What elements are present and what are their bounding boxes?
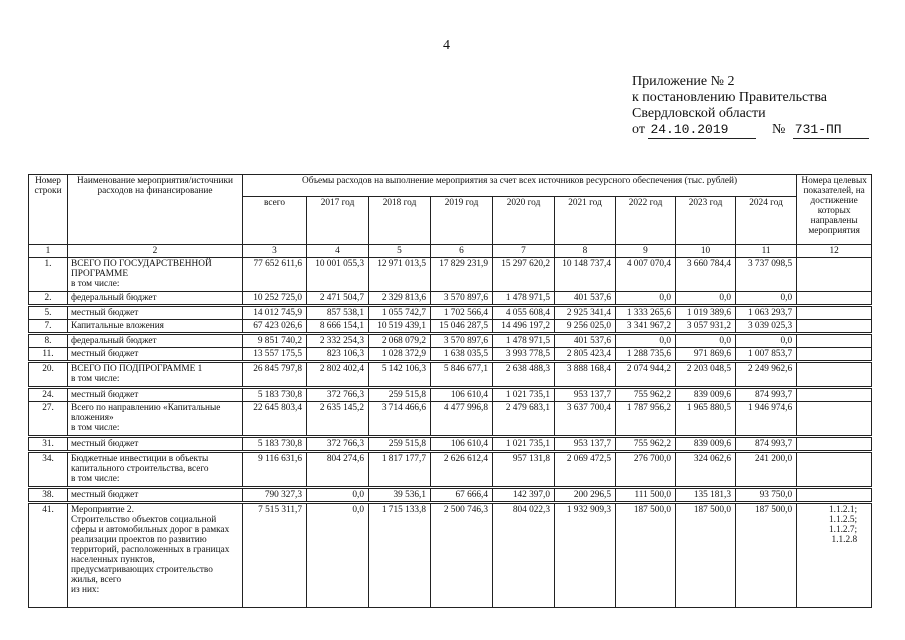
row-value: 0,0: [736, 335, 797, 348]
page-number: 4: [443, 38, 450, 53]
row-value: 755 962,2: [616, 389, 676, 402]
row-value: 401 537,6: [555, 292, 616, 305]
row-value: 93 750,0: [736, 489, 797, 502]
table-body: [29, 258, 872, 608]
table-row: [29, 363, 872, 387]
row-targets: [797, 307, 872, 320]
row-value: 15 297 620,2: [493, 258, 555, 292]
row-value: 187 500,0: [676, 504, 736, 608]
row-value: 372 766,3: [307, 438, 369, 451]
row-name: ВСЕГО ПО ГОСУДАРСТВЕННОЙ ПРОГРАММЕ в том числе:: [68, 258, 243, 292]
row-value: 9 116 631,6: [243, 453, 307, 487]
row-name: местный бюджет: [68, 438, 243, 451]
row-value: 1 702 566,4: [431, 307, 493, 320]
row-value: 8 666 154,1: [307, 320, 369, 333]
row-value: 2 925 341,4: [555, 307, 616, 320]
row-value: 2 249 962,6: [736, 363, 797, 387]
column-number: 8: [555, 245, 616, 258]
row-value: 15 046 287,5: [431, 320, 493, 333]
row-number: 5.: [29, 307, 68, 320]
row-value: 2 471 504,7: [307, 292, 369, 305]
row-value: 1 715 133,8: [369, 504, 431, 608]
row-value: 1 007 853,7: [736, 348, 797, 361]
row-value: 3 341 967,2: [616, 320, 676, 333]
column-number: 7: [493, 245, 555, 258]
row-value: 0,0: [676, 292, 736, 305]
table-row: [29, 504, 872, 608]
header-row-no: Номер строки: [29, 175, 68, 245]
row-number: 20.: [29, 363, 68, 387]
row-value: 200 296,5: [555, 489, 616, 502]
table-row: [29, 292, 872, 305]
row-value: 1 028 372,9: [369, 348, 431, 361]
row-value: 67 423 026,6: [243, 320, 307, 333]
row-number: 27.: [29, 402, 68, 436]
row-value: 1 055 742,7: [369, 307, 431, 320]
row-value: 241 200,0: [736, 453, 797, 487]
header-year: 2017 год: [307, 197, 369, 245]
row-number: 1.: [29, 258, 68, 292]
row-value: 1 932 909,3: [555, 504, 616, 608]
row-value: 4 007 070,4: [616, 258, 676, 292]
column-number: 4: [307, 245, 369, 258]
column-number: 11: [736, 245, 797, 258]
row-value: 804 274,6: [307, 453, 369, 487]
row-name: Мероприятие 2. Строительство объектов социальной сферы и автомобильных дорог в рамках реализации проектов по развитию территорий, расположенных в границах населенных пунктов, предусматривающих строительство жилья, всего из них:: [68, 504, 243, 608]
row-value: 9 851 740,2: [243, 335, 307, 348]
table-header: [29, 175, 872, 258]
row-targets: [797, 489, 872, 502]
row-targets: [797, 292, 872, 305]
table-row: [29, 320, 872, 333]
row-value: 3 039 025,3: [736, 320, 797, 333]
row-value: 1 021 735,1: [493, 389, 555, 402]
row-value: 839 009,6: [676, 438, 736, 451]
appendix-date-line: [632, 122, 869, 139]
row-value: 2 635 145,2: [307, 402, 369, 436]
header-year: всего: [243, 197, 307, 245]
row-value: 10 148 737,4: [555, 258, 616, 292]
row-value: 0,0: [616, 292, 676, 305]
column-number: 3: [243, 245, 307, 258]
row-value: 0,0: [307, 489, 369, 502]
row-value: 953 137,7: [555, 389, 616, 402]
row-value: 2 479 683,1: [493, 402, 555, 436]
table-row: [29, 402, 872, 436]
appendix-header: [632, 74, 869, 139]
row-targets: [797, 389, 872, 402]
header-targets: Номера целевых показателей, на достижение которых направлены мероприятия: [797, 175, 872, 245]
row-number: 7.: [29, 320, 68, 333]
row-value: 3 993 778,5: [493, 348, 555, 361]
row-targets: [797, 438, 872, 451]
row-value: 1 817 177,7: [369, 453, 431, 487]
appendix-decree: к постановлению Правительства: [632, 90, 828, 105]
row-value: 857 538,1: [307, 307, 369, 320]
row-value: 67 666,4: [431, 489, 493, 502]
row-value: 1 019 389,6: [676, 307, 736, 320]
row-number: 41.: [29, 504, 68, 608]
table-row: [29, 335, 872, 348]
row-value: 26 845 797,8: [243, 363, 307, 387]
row-value: 839 009,6: [676, 389, 736, 402]
header-year: 2023 год: [676, 197, 736, 245]
row-name: местный бюджет: [68, 389, 243, 402]
row-value: 12 971 013,5: [369, 258, 431, 292]
header-name: Наименование мероприятия/источники расходов на финансирование: [68, 175, 243, 245]
row-name: Капитальные вложения: [68, 320, 243, 333]
row-value: 3 570 897,6: [431, 335, 493, 348]
row-value: 1 063 293,7: [736, 307, 797, 320]
row-number: 11.: [29, 348, 68, 361]
row-value: 4 477 996,8: [431, 402, 493, 436]
row-value: 276 700,0: [616, 453, 676, 487]
table-row: [29, 348, 872, 361]
row-value: 135 181,3: [676, 489, 736, 502]
row-name: Бюджетные инвестиции в объекты капитального строительства, всего в том числе:: [68, 453, 243, 487]
row-value: 823 106,3: [307, 348, 369, 361]
column-number: 2: [68, 245, 243, 258]
row-value: 106 610,4: [431, 438, 493, 451]
row-value: 17 829 231,9: [431, 258, 493, 292]
column-number: 6: [431, 245, 493, 258]
row-name: федеральный бюджет: [68, 292, 243, 305]
row-targets: [797, 453, 872, 487]
column-number: 1: [29, 245, 68, 258]
row-value: 14 496 197,2: [493, 320, 555, 333]
row-value: 10 001 055,3: [307, 258, 369, 292]
row-value: 10 252 725,0: [243, 292, 307, 305]
row-value: 3 637 700,4: [555, 402, 616, 436]
row-value: 2 626 612,4: [431, 453, 493, 487]
header-year: 2022 год: [616, 197, 676, 245]
row-value: 259 515,8: [369, 389, 431, 402]
row-value: 2 203 048,5: [676, 363, 736, 387]
row-value: 3 570 897,6: [431, 292, 493, 305]
column-numbers-row: [29, 245, 872, 258]
row-value: 5 846 677,1: [431, 363, 493, 387]
row-value: 106 610,4: [431, 389, 493, 402]
column-number: 10: [676, 245, 736, 258]
row-targets: [797, 363, 872, 387]
header-year: 2018 год: [369, 197, 431, 245]
row-value: 2 500 746,3: [431, 504, 493, 608]
row-value: 1 787 956,2: [616, 402, 676, 436]
row-value: 2 068 079,2: [369, 335, 431, 348]
row-value: 2 332 254,3: [307, 335, 369, 348]
row-value: 5 183 730,8: [243, 438, 307, 451]
row-targets: [797, 258, 872, 292]
header-volumes: Объемы расходов на выполнение мероприятия за счет всех источников ресурсного обеспечения (тыс. рублей): [243, 175, 797, 197]
row-value: 2 329 813,6: [369, 292, 431, 305]
appendix-title: Приложение № 2: [632, 74, 735, 89]
row-number: 2.: [29, 292, 68, 305]
row-value: 5 183 730,8: [243, 389, 307, 402]
row-value: 755 962,2: [616, 438, 676, 451]
table-row: [29, 453, 872, 487]
row-value: 324 062,6: [676, 453, 736, 487]
header-year: 2021 год: [555, 197, 616, 245]
row-targets: [797, 402, 872, 436]
row-value: 1 478 971,5: [493, 335, 555, 348]
decree-date: 24.10.2019: [648, 122, 756, 139]
row-value: 9 256 025,0: [555, 320, 616, 333]
table-row: [29, 307, 872, 320]
header-year: 2019 год: [431, 197, 493, 245]
row-value: 2 802 402,4: [307, 363, 369, 387]
column-number: 5: [369, 245, 431, 258]
row-value: 1 965 880,5: [676, 402, 736, 436]
row-value: 10 519 439,1: [369, 320, 431, 333]
row-value: 1 333 265,6: [616, 307, 676, 320]
row-name: ВСЕГО ПО ПОДПРОГРАММЕ 1 в том числе:: [68, 363, 243, 387]
row-name: федеральный бюджет: [68, 335, 243, 348]
header-year: 2020 год: [493, 197, 555, 245]
row-value: 1 288 735,6: [616, 348, 676, 361]
row-value: 0,0: [676, 335, 736, 348]
row-value: 957 131,8: [493, 453, 555, 487]
row-value: 3 737 098,5: [736, 258, 797, 292]
row-name: местный бюджет: [68, 348, 243, 361]
row-value: 3 660 784,4: [676, 258, 736, 292]
row-value: 971 869,6: [676, 348, 736, 361]
row-value: 1 638 035,5: [431, 348, 493, 361]
row-value: 372 766,3: [307, 389, 369, 402]
row-value: 3 057 931,2: [676, 320, 736, 333]
row-value: 874 993,7: [736, 438, 797, 451]
decree-number: 731-ПП: [793, 122, 869, 139]
row-number: 31.: [29, 438, 68, 451]
row-value: 2 638 488,3: [493, 363, 555, 387]
row-targets: 1.1.2.1; 1.1.2.5; 1.1.2.7; 1.1.2.8: [797, 504, 872, 608]
budget-table: [28, 174, 872, 608]
column-number: 12: [797, 245, 872, 258]
row-value: 953 137,7: [555, 438, 616, 451]
row-value: 7 515 311,7: [243, 504, 307, 608]
row-value: 2 074 944,2: [616, 363, 676, 387]
row-number: 34.: [29, 453, 68, 487]
from-label: от: [632, 122, 645, 137]
row-value: 0,0: [616, 335, 676, 348]
row-value: 0,0: [307, 504, 369, 608]
row-value: 401 537,6: [555, 335, 616, 348]
row-value: 187 500,0: [616, 504, 676, 608]
row-number: 24.: [29, 389, 68, 402]
row-value: 2 805 423,4: [555, 348, 616, 361]
row-value: 3 714 466,6: [369, 402, 431, 436]
row-value: 0,0: [736, 292, 797, 305]
row-targets: [797, 320, 872, 333]
appendix-region: Свердловской области: [632, 106, 766, 121]
row-name: Всего по направлению «Капитальные вложения» в том числе:: [68, 402, 243, 436]
row-value: 2 069 472,5: [555, 453, 616, 487]
row-number: 38.: [29, 489, 68, 502]
row-value: 3 888 168,4: [555, 363, 616, 387]
row-value: 1 946 974,6: [736, 402, 797, 436]
row-value: 39 536,1: [369, 489, 431, 502]
row-name: местный бюджет: [68, 307, 243, 320]
row-number: 8.: [29, 335, 68, 348]
row-value: 111 500,0: [616, 489, 676, 502]
table-row: [29, 489, 872, 502]
row-value: 259 515,8: [369, 438, 431, 451]
row-targets: [797, 335, 872, 348]
number-label: №: [771, 122, 786, 137]
header-year: 2024 год: [736, 197, 797, 245]
row-name: местный бюджет: [68, 489, 243, 502]
column-number: 9: [616, 245, 676, 258]
row-value: 187 500,0: [736, 504, 797, 608]
row-targets: [797, 348, 872, 361]
row-value: 5 142 106,3: [369, 363, 431, 387]
row-value: 804 022,3: [493, 504, 555, 608]
row-value: 1 478 971,5: [493, 292, 555, 305]
table-row: [29, 389, 872, 402]
row-value: 142 397,0: [493, 489, 555, 502]
row-value: 874 993,7: [736, 389, 797, 402]
row-value: 14 012 745,9: [243, 307, 307, 320]
row-value: 13 557 175,5: [243, 348, 307, 361]
table-row: [29, 258, 872, 292]
row-value: 77 652 611,6: [243, 258, 307, 292]
row-value: 790 327,3: [243, 489, 307, 502]
row-value: 1 021 735,1: [493, 438, 555, 451]
table-row: [29, 438, 872, 451]
row-value: 4 055 608,4: [493, 307, 555, 320]
row-value: 22 645 803,4: [243, 402, 307, 436]
